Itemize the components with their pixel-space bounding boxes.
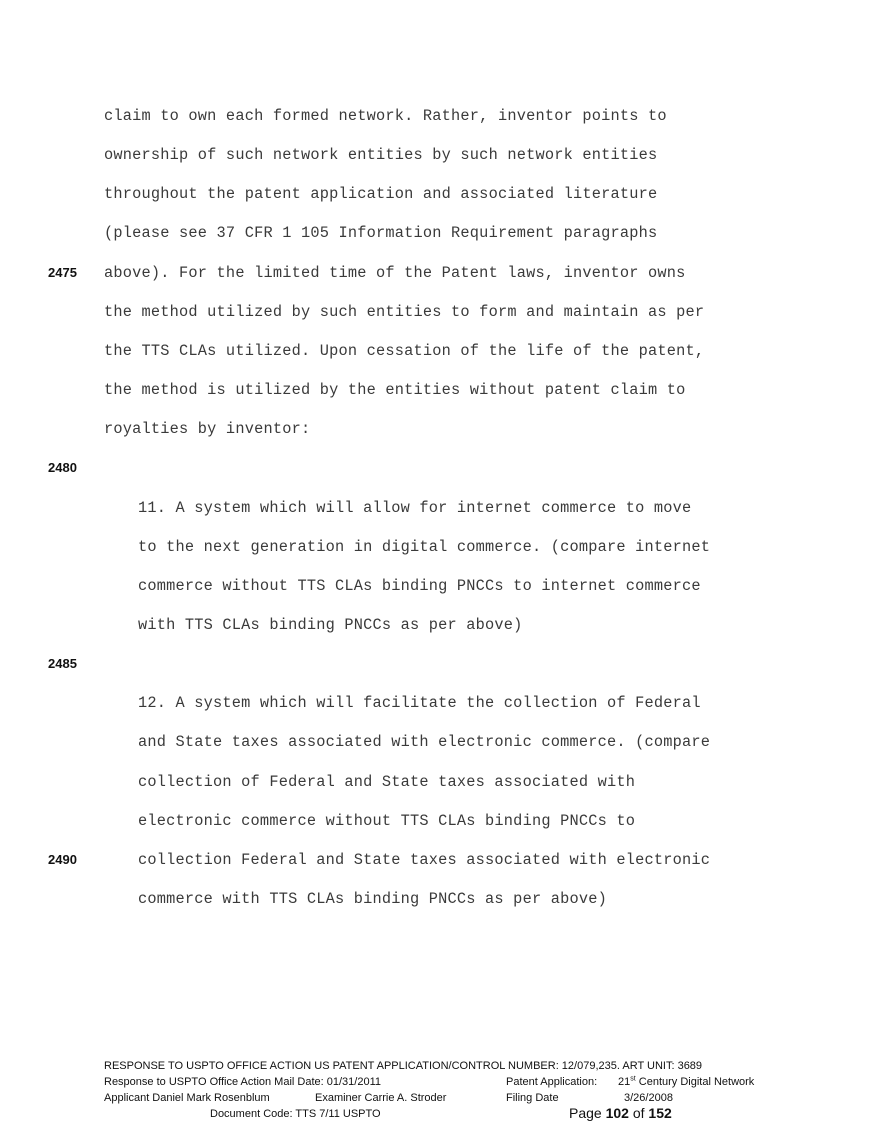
line-number: 2480 xyxy=(48,460,77,476)
body-line: claim to own each formed network. Rather, inventor points to xyxy=(104,107,667,125)
body-line: collection of Federal and State taxes associated with xyxy=(138,772,636,791)
footer-examiner: Examiner Carrie A. Stroder xyxy=(315,1092,447,1104)
body-line: royalties by inventor: xyxy=(104,420,311,439)
body-line: 11. A system which will allow for internet commerce to move xyxy=(138,498,692,517)
body-line: to the next generation in digital commerce. (compare internet xyxy=(138,537,711,556)
body-line: commerce without TTS CLAs binding PNCCs to internet commerce xyxy=(138,576,701,595)
footer-filing-date: 3/26/2008 xyxy=(624,1092,673,1104)
body-line: throughout the patent application and associated literature xyxy=(104,185,658,204)
footer-application-line: RESPONSE TO USPTO OFFICE ACTION US PATENT APPLICATION/CONTROL NUMBER: 12/079,235. ART UNIT: 3689 xyxy=(104,1060,703,1072)
footer-row-1 xyxy=(104,1058,804,1074)
footer-row-3 xyxy=(104,1090,804,1106)
body-line: the TTS CLAs utilized. Upon cessation of the life of the patent, xyxy=(104,341,705,360)
footer-applicant: Applicant Daniel Mark Rosenblum xyxy=(104,1092,270,1104)
body-line: above). For the limited time of the Patent laws, inventor owns xyxy=(104,263,686,282)
footer-filing-label: Filing Date xyxy=(506,1092,559,1104)
body-line: and State taxes associated with electronic commerce. (compare xyxy=(138,733,711,752)
body-line: with TTS CLAs binding PNCCs as per above) xyxy=(138,615,523,634)
footer-row-4 xyxy=(104,1106,804,1122)
body-line: collection Federal and State taxes associated with electronic xyxy=(138,850,711,869)
body-line: (please see 37 CFR 1 105 Information Requirement paragraphs xyxy=(104,224,658,243)
line-number: 2475 xyxy=(48,264,77,280)
body-line: ownership of such network entities by such network entities xyxy=(104,146,658,165)
footer-patent-app-title: 21st Century Digital Network xyxy=(618,1075,755,1088)
line-number: 2485 xyxy=(48,656,77,672)
body-line: commerce with TTS CLAs binding PNCCs as per above) xyxy=(138,890,607,908)
footer-patent-app-label: Patent Application: xyxy=(506,1076,598,1088)
body-line: the method utilized by such entities to form and maintain as per xyxy=(104,302,705,321)
footer-row-2 xyxy=(104,1074,804,1090)
page-footer xyxy=(104,1058,804,1122)
body-line: the method is utilized by the entities without patent claim to xyxy=(104,381,686,400)
body-line: electronic commerce without TTS CLAs binding PNCCs to xyxy=(138,811,636,830)
page-number: Page 102 of 152 xyxy=(569,1105,672,1121)
footer-mail-date: Response to USPTO Office Action Mail Date: 01/31/2011 xyxy=(104,1076,381,1088)
footer-document-code: Document Code: TTS 7/11 USPTO xyxy=(210,1108,381,1120)
line-number: 2490 xyxy=(48,851,77,867)
body-line: 12. A system which will facilitate the collection of Federal xyxy=(138,694,701,713)
